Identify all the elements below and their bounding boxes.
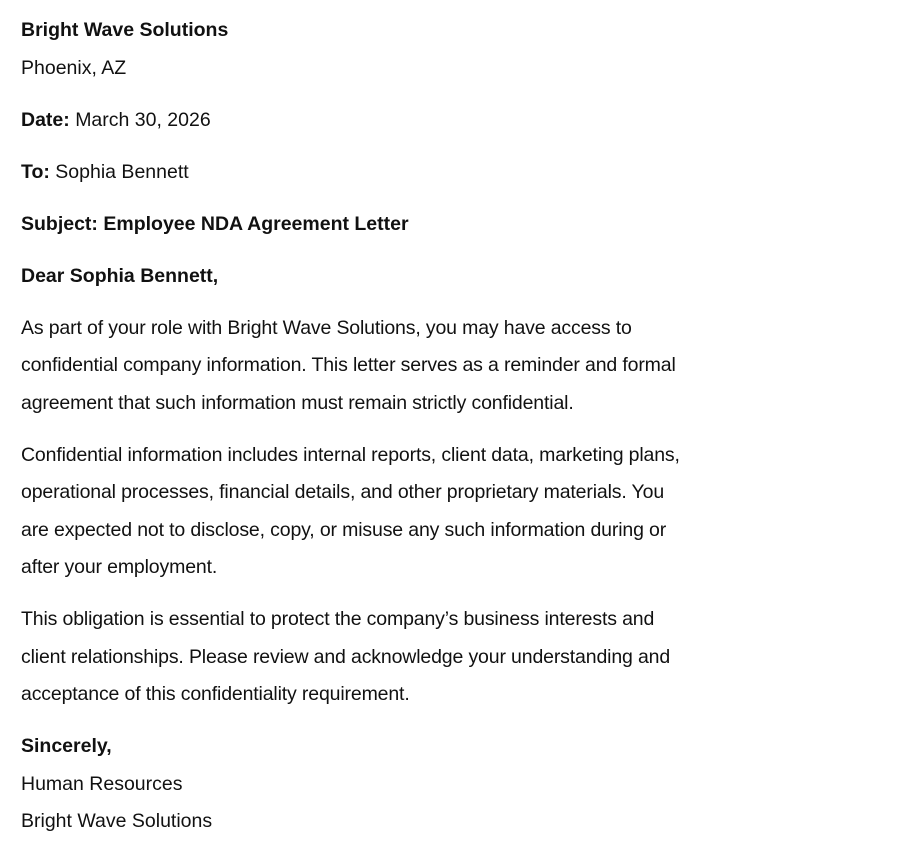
paragraph-line: client relationships. Please review and acknowledge your understanding and [21, 645, 671, 668]
date-label: Date: [21, 108, 70, 131]
paragraph-line: This obligation is essential to protect the company’s business interests and [21, 608, 655, 630]
paragraph-line: acceptance of this confidentiality requirement. [21, 683, 410, 705]
signatory: Human Resources [21, 772, 183, 795]
valediction: Sincerely, [21, 735, 112, 757]
date-line [21, 102, 881, 140]
paragraph-line: confidential company information. This letter serves as a reminder and formal [21, 354, 676, 376]
salutation: Dear Sophia Bennett, [21, 264, 219, 287]
recipient-line [21, 154, 881, 192]
paragraph-line: operational processes, financial details, and other proprietary materials. You [21, 481, 665, 503]
subject-line [21, 206, 881, 244]
recipient-name: Sophia Bennett [55, 160, 189, 183]
body-paragraph-1 [21, 310, 881, 423]
body-paragraph-2 [21, 437, 881, 587]
paragraph-line: agreement that such information must remain strictly confidential. [21, 391, 574, 414]
subject-label: Subject: [21, 212, 98, 235]
signatory-company: Bright Wave Solutions [21, 810, 213, 832]
paragraph-line: As part of your role with Bright Wave Solutions, you may have access to [21, 316, 632, 339]
body-paragraph-3 [21, 601, 881, 714]
date-value: March 30, 2026 [75, 108, 211, 131]
recipient-label: To: [21, 160, 50, 183]
closing-block [21, 728, 881, 841]
sender-company: Bright Wave Solutions [21, 19, 229, 41]
sender-location: Phoenix, AZ [21, 56, 127, 79]
paragraph-line: after your employment. [21, 556, 218, 578]
paragraph-line: Confidential information includes internal reports, client data, marketing plans, [21, 443, 680, 466]
subject-value: Employee NDA Agreement Letter [103, 212, 409, 235]
sender-block [21, 12, 881, 87]
paragraph-line: are expected not to disclose, copy, or misuse any such information during or [21, 518, 667, 541]
